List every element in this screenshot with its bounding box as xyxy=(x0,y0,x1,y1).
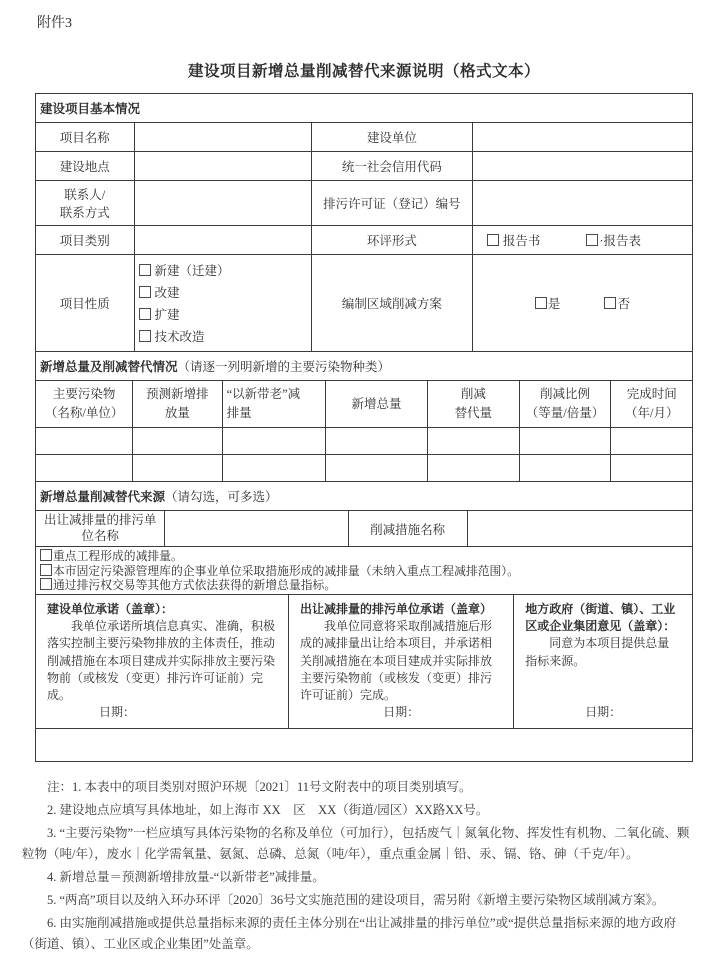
table-row xyxy=(36,152,693,181)
nature-rebuild-label: 改建 xyxy=(154,286,180,300)
location-label: 建设地点 xyxy=(36,152,135,181)
note-item: 5. “两高”项目以及纳入环办环评〔2020〕36号文实施范围的建设项目，需另附《新增主要污染物区域削减方案》。 xyxy=(47,892,665,907)
construction-unit-label: 建设单位 xyxy=(311,123,472,152)
pollutant-input-cell[interactable] xyxy=(611,455,693,482)
note-item: 3. “主要污染物”一栏应填写具体污染物的名称及单位（可加行），包括废气｜氮氧化物、挥发性有机物、二氧化硫、颗粒物（吨/年），废水｜化学需氧量、氨氮、总磷、总氮（吨/年），重点重金属｜铅、汞、镉、铬、砷（千克/年）。 xyxy=(22,825,690,861)
attachment-label: 附件3 xyxy=(37,16,72,31)
notes-section xyxy=(22,777,692,955)
nature-new-label: 新建（迁建） xyxy=(154,264,230,278)
checkbox-icon xyxy=(586,234,598,246)
pollutant-input-cell[interactable] xyxy=(36,455,133,482)
checkbox-nature-tech[interactable] xyxy=(139,327,307,345)
checkbox-icon xyxy=(40,564,52,576)
note-item: 2. 建设地点应填写具体地址，如上海市 XX 区 XX（街道/园区）XX路XX号。 xyxy=(47,802,489,817)
eia-form-options-cell xyxy=(472,226,692,255)
table-row xyxy=(36,226,693,255)
pollutant-empty-row xyxy=(36,428,693,455)
checkbox-icon xyxy=(604,297,616,309)
pollutant-input-cell[interactable] xyxy=(36,428,133,455)
section-header-basic-info: 建设项目基本情况 xyxy=(36,94,693,123)
measure-name-input-cell[interactable] xyxy=(467,511,692,547)
regional-plan-options-cell xyxy=(472,255,692,352)
pollutant-input-cell[interactable] xyxy=(519,455,611,482)
checkbox-source-key-project[interactable] xyxy=(40,549,688,563)
sources-section-note: （请勾选，可多选） xyxy=(165,490,278,504)
pollutant-input-cell[interactable] xyxy=(222,455,325,482)
pollutant-input-cell[interactable] xyxy=(428,455,519,482)
form-container xyxy=(35,93,693,762)
pollutants-section-title: 新增总量及削减替代情况 xyxy=(40,360,178,374)
transferor-commitment-cell xyxy=(288,595,513,728)
transfer-unit-name-input-cell[interactable] xyxy=(165,511,348,547)
page-title: 建设项目新增总量削减替代来源说明（格式文本） xyxy=(187,63,540,80)
report-table-label: ·报告表 xyxy=(599,234,642,248)
checkbox-icon xyxy=(139,286,151,298)
government-date-field[interactable]: 日期： xyxy=(585,704,622,719)
contact-label xyxy=(36,181,135,226)
checkbox-icon xyxy=(487,234,499,246)
pollutant-input-cell[interactable] xyxy=(222,428,325,455)
pollutant-input-cell[interactable] xyxy=(325,428,427,455)
regional-plan-label: 编制区域削减方案 xyxy=(311,255,472,352)
section-header-pollutants xyxy=(36,352,693,381)
note-item: 注：1. 本表中的项目类别对照沪环规〔2021〕11号文附表中的项目类别填写。 xyxy=(47,779,472,794)
nature-expand-label: 扩建 xyxy=(154,308,180,322)
transferor-commitment-body: 我单位同意将采取削减措施后形成的减排量出让给本项目，并承诺相关削减措施在本项目建成并实际排放主要污染物前（或核发（变更）排污许可证前）完成。 xyxy=(299,619,492,702)
footer-empty-cell xyxy=(36,728,693,761)
plan-yes-label: 是 xyxy=(547,297,561,311)
checkbox-icon xyxy=(40,549,52,561)
table-row xyxy=(36,511,693,547)
source-option-label: 本市固定污染源管理库的企事业单位采取措施形成的减排量（未纳入重点工程减排范围）。 xyxy=(53,563,519,578)
source-options-cell xyxy=(36,547,693,595)
note-item: 4. 新增总量＝预测新增排放量-“以新带老”减排量。 xyxy=(47,869,325,884)
checkbox-icon xyxy=(139,308,151,320)
checkbox-plan-no[interactable] xyxy=(604,294,630,312)
table-row xyxy=(36,181,693,226)
builder-commitment-body: 我单位承诺所填信息真实、准确，积极落实控制主要污染物排放的主体责任，推动削减措施在本项目建成并实际排放主要污染物前（或核发（变更）排污许可证前）完成。 xyxy=(47,619,276,702)
project-name-label: 项目名称 xyxy=(36,123,135,152)
plan-no-label: 否 xyxy=(617,297,630,311)
pollutant-input-cell[interactable] xyxy=(519,428,611,455)
sources-section-title: 新增总量削减替代来源 xyxy=(40,490,166,504)
government-opinion-body: 同意为本项目提供总量指标来源。 xyxy=(525,636,670,668)
pollutant-table xyxy=(35,351,693,482)
col-header-new-for-old-reduction: “以新带老”减 排量 xyxy=(222,381,325,428)
pollutants-section-note: （请逐一列明新增的主要污染物种类） xyxy=(177,360,391,374)
col-header-new-total: 新增总量 xyxy=(325,381,427,428)
report-book-label: 报告书 xyxy=(502,234,541,248)
checkbox-plan-yes[interactable] xyxy=(535,294,561,312)
transferor-commitment-title: 出让减排量的排污单位承诺（盖章） xyxy=(299,602,492,617)
contact-label-line2: 联系方式 xyxy=(59,206,110,220)
builder-commitment-title: 建设单位承诺（盖章）： xyxy=(47,602,174,617)
pollutant-input-cell[interactable] xyxy=(325,455,427,482)
project-category-input-cell[interactable] xyxy=(134,226,311,255)
checkbox-nature-rebuild[interactable] xyxy=(139,283,307,301)
col-header-reduction-ratio: 削减比例 （等量/倍量） xyxy=(519,381,611,428)
table-header-row xyxy=(36,381,693,428)
checkbox-icon xyxy=(139,330,151,342)
credit-code-input-cell[interactable] xyxy=(472,152,692,181)
table-footer-empty-row xyxy=(36,728,693,761)
builder-date-field[interactable]: 日期： xyxy=(99,704,136,719)
credit-code-label: 统一社会信用代码 xyxy=(311,152,472,181)
checkbox-icon xyxy=(535,297,547,309)
checkbox-source-trading[interactable] xyxy=(40,578,688,592)
table-row xyxy=(36,123,693,152)
measure-name-label: 削减措施名称 xyxy=(348,511,467,547)
pollutant-input-cell[interactable] xyxy=(133,428,222,455)
transfer-unit-name-label: 出让减排量的排污单位名称 xyxy=(36,511,165,547)
note-item: 6. 由实施削减措施或提供总量指标来源的责任主体分别在“出让减排量的排污单位”或“提供总量指标来源的地方政府（街道、镇）、工业区或企业集团”处盖章。 xyxy=(22,915,677,951)
project-category-label: 项目类别 xyxy=(36,226,135,255)
col-header-reduction-substitute: 削减 替代量 xyxy=(428,381,519,428)
checkbox-nature-new[interactable] xyxy=(139,261,307,279)
checkbox-icon xyxy=(40,578,52,590)
table-row xyxy=(36,547,693,595)
sources-table xyxy=(35,481,693,595)
source-option-label: 重点工程形成的减排量。 xyxy=(53,549,183,564)
checkbox-nature-expand[interactable] xyxy=(139,305,307,323)
eia-form-label: 环评形式 xyxy=(311,226,472,255)
pollutant-input-cell[interactable] xyxy=(611,428,693,455)
checkbox-source-managed-units[interactable] xyxy=(40,564,688,578)
table-row xyxy=(36,595,693,728)
basic-info-table xyxy=(35,93,693,352)
checkbox-icon xyxy=(139,264,151,276)
contact-input-cell[interactable] xyxy=(134,181,311,226)
transferor-date-field[interactable]: 日期： xyxy=(383,704,420,719)
builder-commitment-cell xyxy=(36,595,289,728)
permit-number-label: 排污许可证（登记）编号 xyxy=(311,181,472,226)
checkbox-report-book[interactable] xyxy=(487,231,541,249)
government-opinion-cell xyxy=(514,595,693,728)
government-opinion-title: 地方政府（街道、镇）、工业区或企业集团意见（盖章）： xyxy=(525,602,676,634)
project-nature-label: 项目性质 xyxy=(36,255,135,352)
checkbox-report-table[interactable] xyxy=(586,231,641,249)
location-input-cell[interactable] xyxy=(134,152,311,181)
construction-unit-input-cell[interactable] xyxy=(472,123,692,152)
contact-label-line1: 联系人/ xyxy=(64,188,106,202)
project-nature-options-cell xyxy=(134,255,311,352)
col-header-predicted-emission: 预测新增排 放量 xyxy=(133,381,222,428)
col-header-main-pollutant: 主要污染物 （名称/单位） xyxy=(36,381,133,428)
permit-number-input-cell[interactable] xyxy=(472,181,692,226)
table-row xyxy=(36,255,693,352)
col-header-completion-time: 完成时间 （年/月） xyxy=(611,381,693,428)
pollutant-input-cell[interactable] xyxy=(428,428,519,455)
source-option-label: 通过排污权交易等其他方式依法获得的新增总量指标。 xyxy=(53,578,337,593)
pollutant-input-cell[interactable] xyxy=(133,455,222,482)
commitments-table xyxy=(35,594,693,761)
nature-tech-label: 技术改造 xyxy=(154,330,205,344)
pollutant-empty-row xyxy=(36,455,693,482)
section-header-sources xyxy=(36,482,693,511)
project-name-input-cell[interactable] xyxy=(134,123,311,152)
